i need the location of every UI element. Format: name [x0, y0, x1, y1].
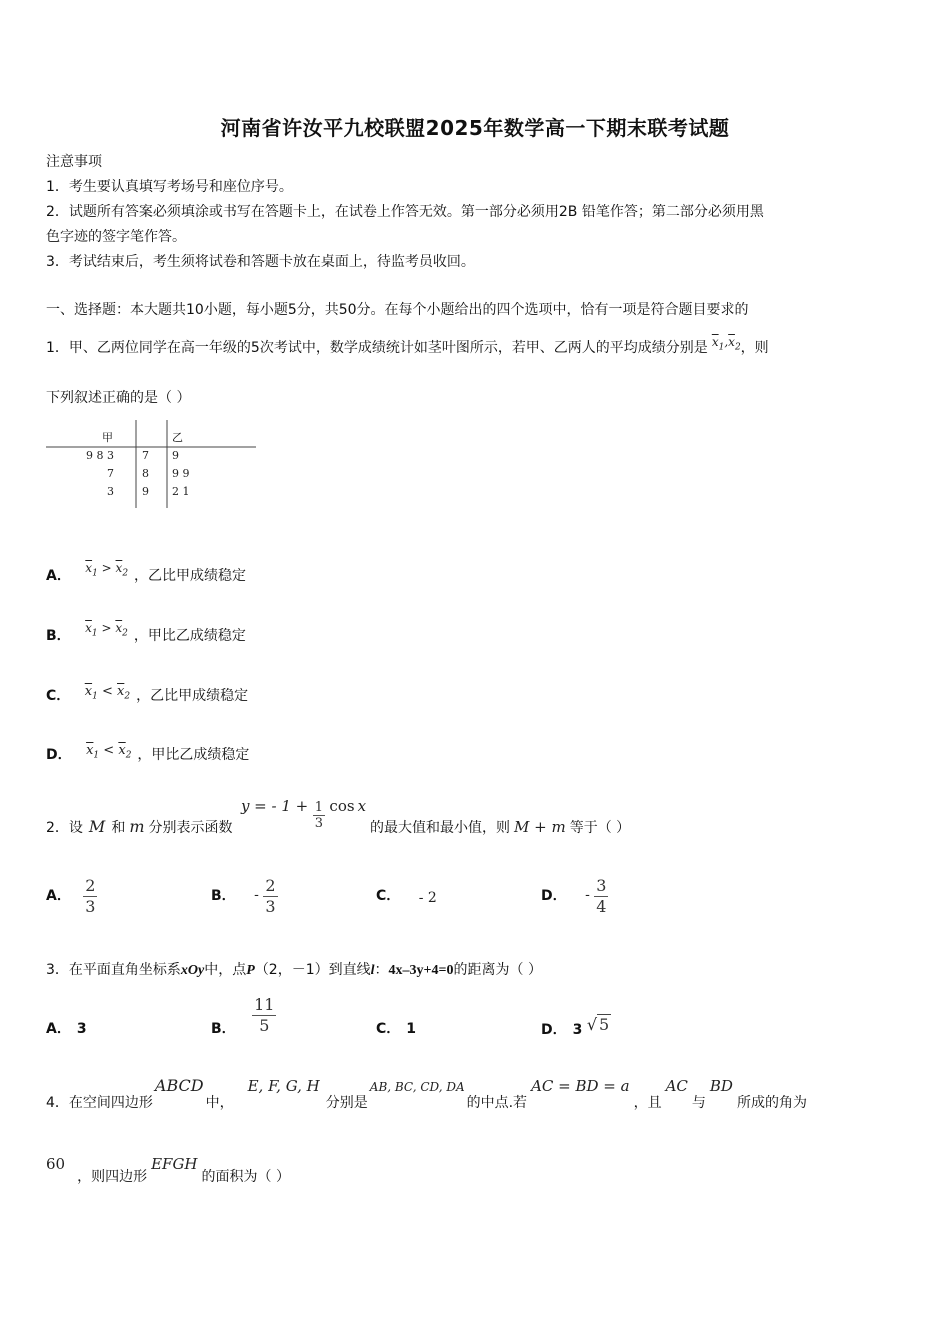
option-label: C． [376, 1021, 401, 1037]
q2-text: 的最大值和最小值，则 [370, 820, 511, 836]
option-label: D． [541, 1022, 567, 1038]
stem-leaf-lines [46, 418, 258, 510]
q1-stem-text: 1．甲、乙两位同学在高一年级的5次考试中，数学成绩统计如茎叶图所示，若甲、乙两人的平均成绩分别是 [46, 340, 708, 356]
option-text: ，乙比甲成绩稳定 [134, 568, 247, 584]
stem-value: 7 [142, 449, 149, 462]
option-text: ，甲比乙成绩稳定 [137, 747, 250, 763]
q2-option-c [376, 876, 437, 906]
q2-function: y = - 1 + $\frac{1}{3}$ cos x [240, 797, 367, 831]
q4-midpoints: AB, BC, CD, DA [369, 1080, 465, 1094]
q3-l: l [370, 963, 375, 978]
q3-option-c [376, 1019, 416, 1039]
q2-m: m [129, 817, 145, 836]
q4-efgh: EFGH [151, 1155, 198, 1173]
option-label: D． [541, 888, 567, 904]
q3-stem [46, 960, 542, 981]
q2-text: 分别表示函数 [148, 820, 233, 836]
fraction: $\frac{11}{5}$ [254, 995, 275, 1035]
q4-stem [46, 1076, 807, 1116]
notice-item: 1．考生要认真填写考场号和座位序号。 [46, 179, 293, 195]
q3-text: （2，－1）到直线 [254, 962, 371, 978]
stem-head-left: 甲 [102, 431, 113, 444]
q1-stem-text-b: ，则 [740, 340, 769, 356]
q4-ac: AC [665, 1077, 688, 1095]
option-value: 3 [76, 1021, 87, 1037]
q1-b-relation: $\overline{x}_1 > \overline{x}_2$ [85, 621, 128, 639]
q2-M: M [88, 817, 106, 836]
q3-option-b [211, 995, 276, 1036]
q1-d-relation: $\overline{x}_1 < \overline{x}_2$ [86, 743, 132, 761]
q3-text: ： [374, 962, 389, 978]
q4-text: 所成的角为 [736, 1095, 807, 1111]
stem-leaf-right: 9 [172, 449, 179, 462]
q4-text: 与 [691, 1095, 706, 1111]
minus-sign: - [585, 887, 590, 903]
q1-means: $\overline{x}_1,\overline{x}_2$ [711, 335, 741, 353]
q1-stem [46, 335, 769, 363]
option-value: 3 [572, 1022, 583, 1038]
q2-option-d [541, 876, 608, 917]
sqrt-symbol: √ 5 [586, 1015, 610, 1034]
q1-option-c [46, 686, 248, 712]
q4-text: 中， [205, 1095, 234, 1111]
q4-stem-2 [46, 1154, 290, 1194]
q2-text: 和 [111, 820, 126, 836]
q3-option-a [46, 1019, 87, 1039]
q4-equation: AC = BD = a [531, 1077, 630, 1095]
stem-value: 8 [142, 467, 149, 480]
q1-a-relation: $\overline{x}_1 > \overline{x}_2$ [85, 561, 129, 579]
q4-text: ，则四边形 [77, 1169, 148, 1185]
q2-option-b [211, 876, 278, 917]
q3-point: P [246, 963, 255, 978]
stem-value: 9 [142, 485, 149, 498]
q3-text: 中，点 [204, 962, 247, 978]
stem-head-right: 乙 [172, 431, 183, 444]
q3-xoy: xOy [180, 963, 205, 978]
q4-abcd: ABCD [154, 1076, 204, 1095]
option-label: C． [46, 688, 71, 704]
fraction: $\frac{3}{4}$ [596, 876, 607, 916]
q4-text: 的中点.若 [466, 1095, 528, 1111]
q3-line: 4x–3y+4=0 [388, 963, 454, 978]
option-label: D． [46, 747, 72, 763]
q4-text: 分别是 [325, 1095, 368, 1111]
stem-leaf-right: 2 1 [172, 485, 190, 498]
stem-leaf-left: 7 [107, 467, 114, 480]
q2-text: 2．设 [46, 820, 83, 836]
option-label: B． [46, 628, 71, 644]
q4-text: 4．在空间四边形 [46, 1095, 153, 1111]
q1-stem-c: 下列叙述正确的是（ ） [46, 390, 191, 406]
option-text: ，乙比甲成绩稳定 [136, 688, 249, 704]
q2-option-a [46, 876, 97, 917]
stem-leaf-right: 9 9 [172, 467, 190, 480]
fraction: $\frac{2}{3}$ [265, 876, 276, 916]
minus-sign: - [254, 887, 259, 903]
option-value: 1 [406, 1021, 417, 1037]
notice-item: 色字迹的签字笔作答。 [46, 229, 186, 245]
q2-stem [46, 797, 631, 850]
notice-item: 2．试题所有答案必须填涂或书写在答题卡上，在试卷上作答无效。第一部分必须用2B 铅笔作答；第二部分必须用黑 [46, 204, 764, 220]
q2-text: 等于（ ） [569, 820, 631, 836]
option-text: ，甲比乙成绩稳定 [133, 628, 246, 644]
option-value: - 2 [418, 890, 437, 906]
q1-c-relation: $\overline{x}_1 < \overline{x}_2$ [84, 684, 131, 702]
option-label: B． [211, 1021, 236, 1037]
notice-heading: 注意事项 [46, 154, 102, 170]
q2-sum: M + m [514, 818, 566, 836]
stem-leaf-left: 3 [107, 485, 114, 498]
q4-text: 的面积为（ ） [201, 1169, 290, 1185]
q3-option-d [541, 1015, 611, 1036]
q1-option-a [46, 561, 247, 591]
option-label: A． [46, 888, 71, 904]
fraction: $\frac{2}{3}$ [85, 876, 96, 916]
option-label: C． [376, 888, 401, 904]
q4-bd: BD [709, 1077, 733, 1095]
q4-text: ，且 [633, 1095, 662, 1111]
notice-item: 3．考试结束后，考生须将试卷和答题卡放在桌面上，待监考员收回。 [46, 254, 475, 270]
section-heading: 一、选择题：本大题共10小题，每小题5分，共50分。在每个小题给出的四个选项中，恰有一项是符合题目要求的 [46, 302, 749, 318]
stem-leaf-plot [46, 418, 258, 510]
q3-text: 的距离为（ ） [453, 962, 542, 978]
option-label: B． [211, 888, 236, 904]
q3-text: 3．在平面直角坐标系 [46, 962, 181, 978]
page-title: 河南省许汝平九校联盟2025年数学高一下期末联考试题 [220, 116, 730, 140]
q4-efgh-list: E, F, G, H [247, 1077, 320, 1095]
q1-option-d [46, 745, 249, 771]
stem-leaf-left: 9 8 3 [86, 449, 114, 462]
option-label: A． [46, 568, 71, 584]
q1-option-b [46, 621, 246, 651]
option-label: A． [46, 1021, 71, 1037]
q4-angle: 60 [46, 1155, 66, 1173]
